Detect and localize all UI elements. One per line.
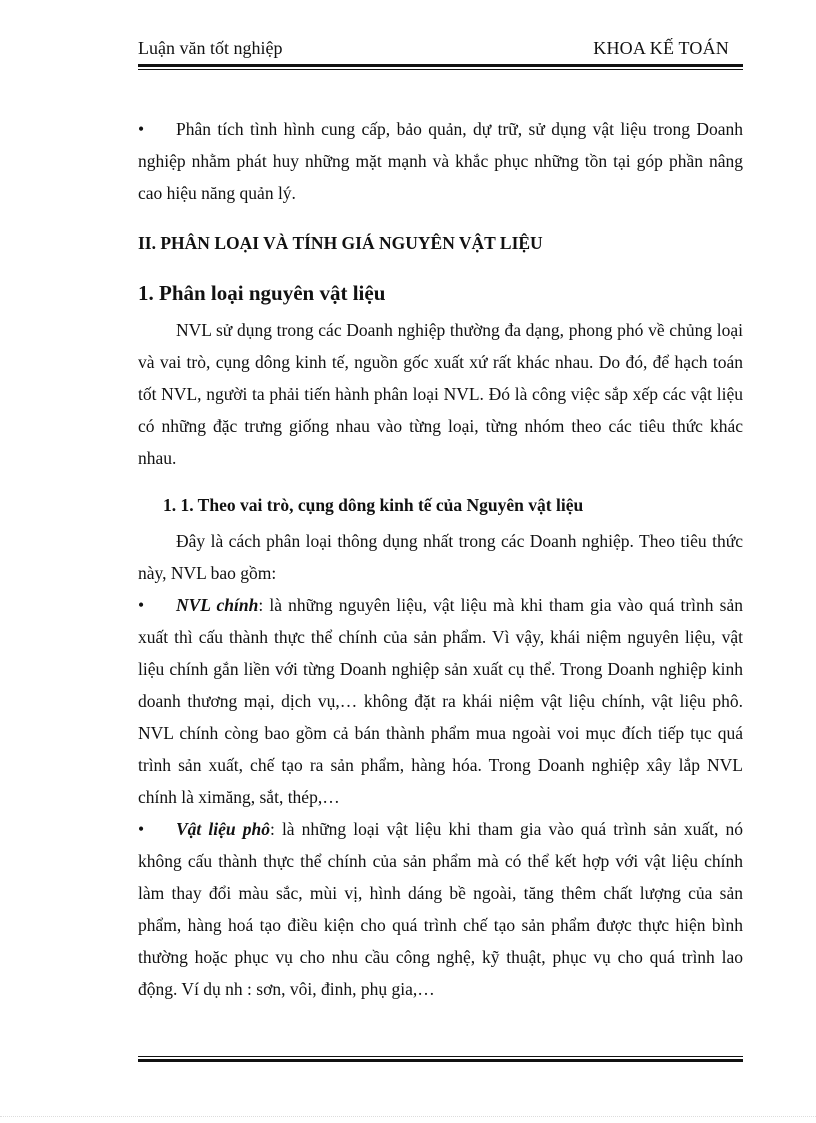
sub-heading: 1. 1. Theo vai trò, cụng dông kinh tế của Nguyên vật liệu [163, 495, 584, 515]
auxiliary-material-text: : là những loại vật liệu khi tham gia vào quá trình sản xuất, nó không cấu thành thực thể chính của sản phẩm mà có thể kết hợp với vật liệu chính làm thay đổi màu sắc, mùi vị, hình dáng bề ngoài, tăng thêm chất lượng của sản phẩm, hàng hoá tạo điều kiện cho quá trình chế tạo sản phẩm được thực hiện bình thường hoặc phục vụ cho nhu cầu công nghệ, kỹ thuật, phục vụ cho quá trình lao động. Ví dụ nh : sơn, vôi, đinh, phụ gia,… [138, 819, 743, 999]
header-faculty-label: KHOA KẾ TOÁN [593, 38, 729, 58]
intro-bullet-paragraph [138, 113, 743, 209]
auxiliary-material-term: Vật liệu phô [176, 819, 270, 839]
bullet-icon: • [138, 119, 145, 139]
common-method-paragraph: Đây là cách phân loại thông dụng nhất trong các Doanh nghiệp. Theo tiêu thức này, NVL bao gồm: [138, 531, 743, 583]
section-heading: II. PHÂN LOẠI VÀ TÍNH GIÁ NGUYÊN VẬT LIỆU [138, 233, 543, 253]
auxiliary-material-bullet [138, 813, 743, 1005]
main-material-text: : là những nguyên liệu, vật liệu mà khi tham gia vào quá trình sản xuất thì cấu thành thực thể chính của sản phẩm. Vì vậy, khái niệm nguyên liệu, vật liệu chính gắn liền với từng Doanh nghiệp sản xuất cụ thể. Trong Doanh nghiệp kinh doanh thương mại, dịch vụ,… không đặt ra khái niệm vật liệu chính, vật liệu phô. NVL chính còng bao gồm cả bán thành phẩm mua ngoài voi mục đích tiếp tục quá trình sản xuất, chế tạo ra sản phẩm, hàng hóa. Trong Doanh nghiệp xây lắp NVL chính là ximăng, sắt, thép,… [138, 595, 743, 807]
bullet-icon: • [138, 819, 145, 839]
header-thesis-label: Luận văn tốt nghiệp [138, 38, 283, 58]
document-body [138, 113, 743, 1005]
intro-bullet-text: Phân tích tình hình cung cấp, bảo quản, dự trữ, sử dụng vật liệu trong Doanh nghiệp nhằm phát huy những mặt mạnh và khắc phục những tồn tại góp phần nâng cao hiệu năng quản lý. [138, 119, 743, 203]
page-header [138, 38, 743, 64]
footer-double-rule [138, 1056, 743, 1062]
classification-paragraph: NVL sử dụng trong các Doanh nghiệp thường đa dạng, phong phó về chủng loại và vai trò, cụng dông kinh tế, nguồn gốc xuất xứ rất khác nhau. Do đó, để hạch toán tốt NVL, người ta phải tiến hành phân loại NVL. Đó là công việc sắp xếp các vật liệu có những đặc trưng giống nhau vào từng loại, từng nhóm theo các tiêu thức khác nhau. [138, 320, 743, 468]
main-material-term: NVL chính [176, 595, 259, 615]
bullet-icon: • [138, 595, 145, 615]
page-bottom-dotted-line [0, 1116, 816, 1117]
subsection-title: 1. Phân loại nguyên vật liệu [138, 281, 386, 305]
main-material-bullet [138, 589, 743, 813]
header-double-rule [138, 64, 743, 70]
